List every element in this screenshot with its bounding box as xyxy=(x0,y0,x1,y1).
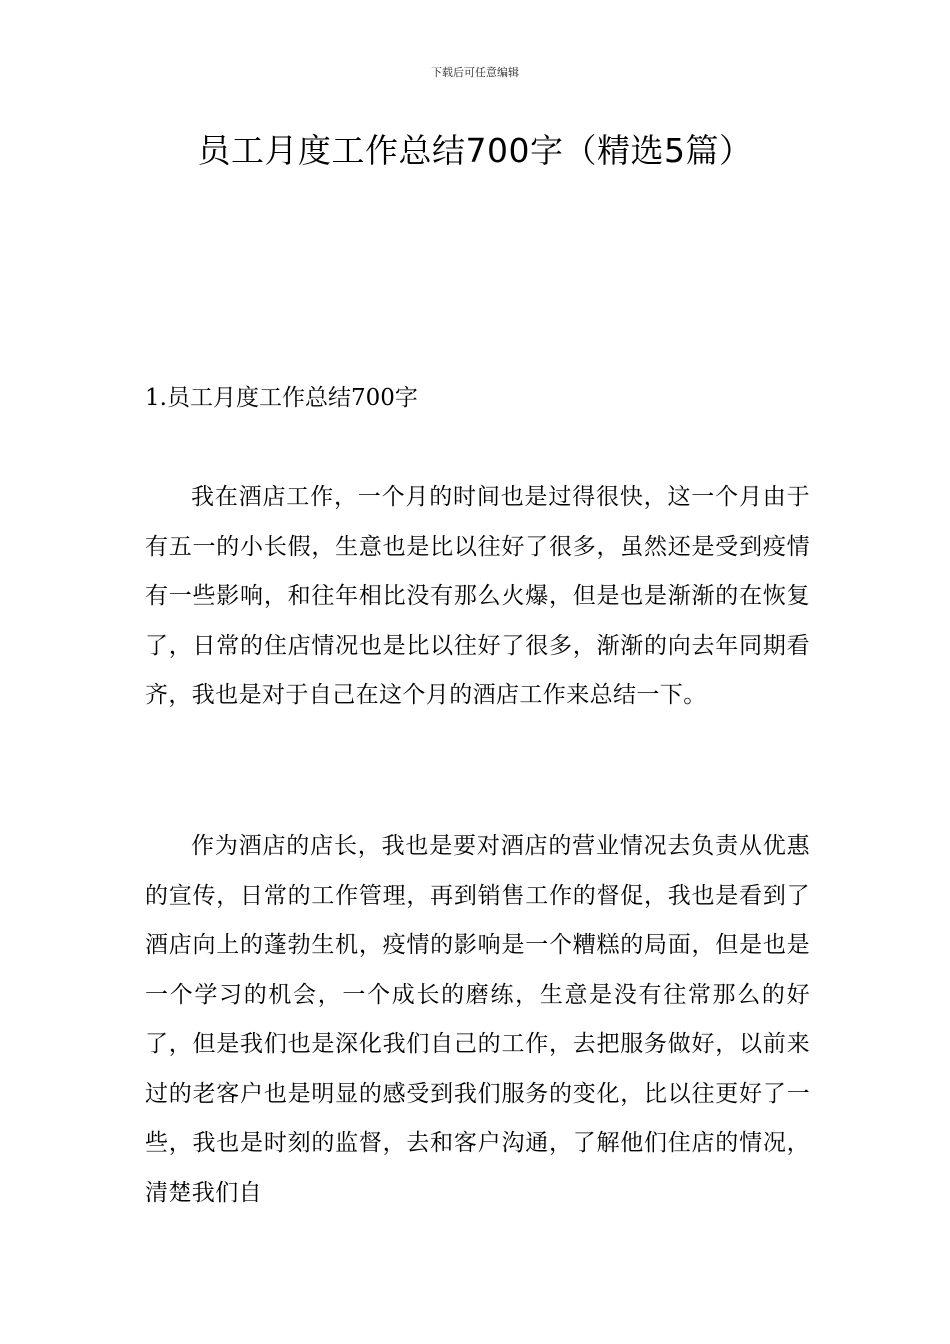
paragraph-2: 作为酒店的店长，我也是要对酒店的营业情况去负责从优惠的宣传，日常的工作管理，再到销售工作的督促，我也是看到了酒店向上的蓬勃生机，疫情的影响是一个糟糕的局面，但是也是一个学习的机会，一个成长的磨练，生意是没有往常那么的好了，但是我们也是深化我们自己的工作，去把服务做好，以前来过的老客户也是明显的感受到我们服务的变化，比以往更好了一些，我也是时刻的监督，去和客户沟通，了解他们住店的情况，清楚我们自 xyxy=(145,833,810,1206)
paragraph-1: 我在酒店工作，一个月的时间也是过得很快，这一个月由于有五一的小长假，生意也是比以往好了很多，虽然还是受到疫情有一些影响，和往年相比没有那么火爆，但是也是渐渐的在恢复了，日常的住店情况也是比以往好了很多，渐渐的向去年同期看齐，我也是对于自己在这个月的酒店工作来总结一下。 xyxy=(145,484,810,708)
header-note: 下载后可任意编辑 xyxy=(431,66,519,79)
section-heading: 1.员工月度工作总结700字 xyxy=(145,385,418,411)
document-title: 员工月度工作总结700字（精选5篇） xyxy=(197,131,753,170)
